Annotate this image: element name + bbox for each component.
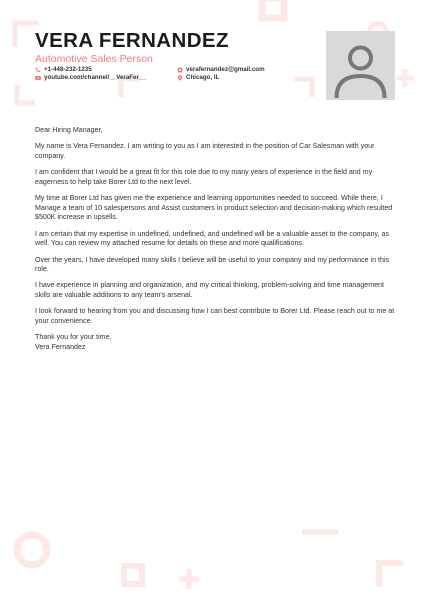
phone-text: +1-448-232-1235 xyxy=(44,66,92,73)
closing: Thank you for your time, xyxy=(35,333,112,342)
decorative-corner-right xyxy=(291,76,315,100)
paragraph-planning: I have experience in planning and organization, and my critical thinking, problem-solving and time management skills are valuable additions to any team's arsenal. xyxy=(35,281,384,300)
candidate-name: VERA FERNANDEZ xyxy=(35,29,229,52)
contact-email[interactable] xyxy=(177,66,265,73)
email-icon xyxy=(177,67,183,73)
signature: Vera Fernandez xyxy=(35,342,86,351)
avatar-placeholder-icon xyxy=(326,31,395,100)
email-text: verafernandez@gmail.com xyxy=(186,66,265,73)
youtube-icon xyxy=(35,75,41,81)
candidate-title: Automotive Sales Person xyxy=(35,53,153,65)
cover-letter-body xyxy=(35,126,397,353)
contact-youtube[interactable] xyxy=(35,74,146,81)
contact-phone[interactable] xyxy=(35,66,92,73)
decorative-square-top xyxy=(258,0,288,22)
paragraph-experience: My time at Borer Ltd has given me the experience and learning opportunities needed to succeed. While there, I Manage a team of 10 salespersons and Assist customers in product selection and decision-making which resulted $500K increase in upsells. xyxy=(35,194,393,222)
decorative-corner-bottom-right xyxy=(376,560,406,590)
paragraph-intro: My name is Vera Fernandez. I am writing to you as I am interested in the position of Car Salesman with your company. xyxy=(35,142,375,160)
phone-icon xyxy=(35,67,41,73)
contact-location xyxy=(177,74,219,81)
salutation: Dear Hiring Manager, xyxy=(35,126,103,134)
location-text: Chicago, IL xyxy=(186,74,220,81)
paragraph-contact: I look forward to hearing from you and discussing how I can best contribute to Borer Ltd. Please reach out to me at your convenience. xyxy=(35,307,395,326)
decorative-plus-bottom xyxy=(178,568,200,590)
paragraph-skills: Over the years, I have developed many skills I believe will be useful to your company and my performance in this role. xyxy=(35,255,390,274)
youtube-text: youtube.com/channel/__VeraFer__ xyxy=(44,74,146,81)
profile-photo xyxy=(326,31,395,100)
paragraph-expertise: I am certain that my expertise in undefined, undefined, and undefined will be a valuable asset to the company, as well. You can review my attached resume for details on these and more qualifications. xyxy=(35,229,389,248)
paragraph-fit: I am confident that I would be a great fit for this role due to my many years of experience in the field and my eagerness to help take Borer Ltd to the next level. xyxy=(35,168,373,186)
decorative-square-bottom xyxy=(120,562,146,588)
decorative-bar-bottom-right xyxy=(300,528,340,548)
decorative-plus-top-right xyxy=(395,68,415,88)
location-pin-icon xyxy=(177,75,183,81)
decorative-circle-bottom-left xyxy=(10,528,54,572)
decorative-corner-mid-left xyxy=(14,82,38,106)
